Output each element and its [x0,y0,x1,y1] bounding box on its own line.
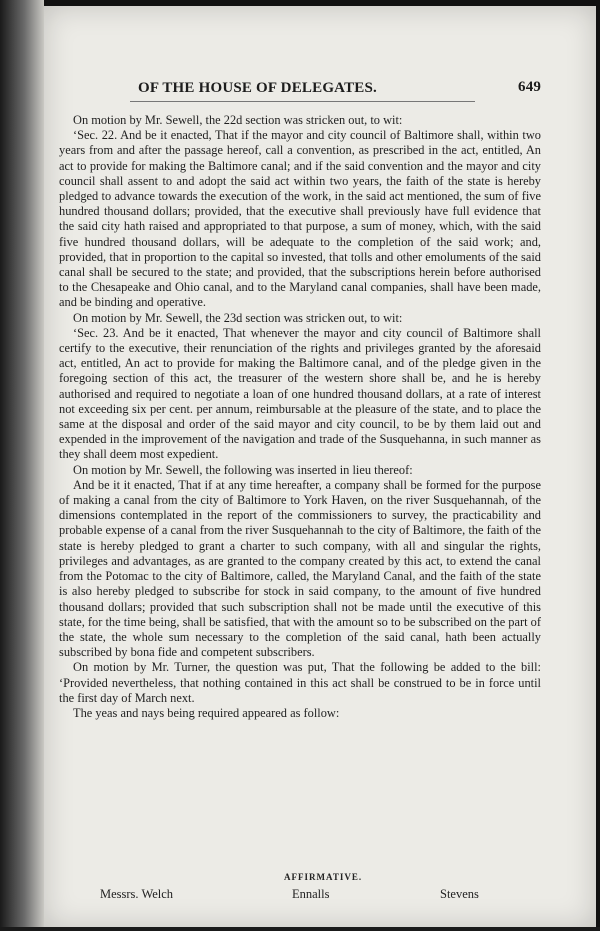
bottom-edge [0,927,600,931]
paragraph-motion-turner: On motion by Mr. Turner, the question was put, That the following be added to the bill: ‘Provided nevertheless, that nothing contained in this act shall be construed to be in force until the first day of March next. [59,660,541,705]
vote-name: Messrs. Welch [100,887,174,901]
paragraph-motion-22: On motion by Mr. Sewell, the 22d section was stricken out, to wit: [73,113,403,127]
paragraph-motion-insert: On motion by Mr. Sewell, the following was inserted in lieu thereof: [73,462,413,477]
header-rule [130,101,475,102]
affirmative-heading: AFFIRMATIVE. [284,872,363,882]
binding-shadow [0,0,44,931]
paragraph-section-23: ‘Sec. 23. And be it enacted, That whenever the mayor and city council of Baltimore shall certify to the executive, their renunciation of the rights and privileges granted by the aforesaid act, entitled, An act to provide for making the Baltimore canal, and of the pledge given in the foregoing section of this act, the treasurer of the western shore shall be, and he is hereby authorised and required to negotiate a loan of one hundred thousand dollars, at a rate of interest not exceeding six per cent. per annum, reimbursable at the pleasure of the state, and to place the same at the disposal and order of the said mayor and city council, to be by them laid out and expended in the improvement of the navigation and trade of the Susquehanna, in such manner as they shall deem most expedient. [59,325,541,462]
running-header [138,80,558,97]
paragraph-section-22: ‘Sec. 22. And be it enacted, That if the mayor and city council of Baltimore shall, within two years from and after the passage hereof, call a convention, as prescribed in the act, entitled, An act to provide for making the Baltimore canal; and if the said convention and the mayor and city council shall assent to and adopt the said act within two years, the faith of the state is hereby pledged to advance towards the execution of the work, in the said act mentioned, the sum of five hundred thousand dollars; provided, that the executive shall previously have full evidence that the said city hath raised and appropriated to that purpose, a sum of money, which, with the said five hundred thousand dollars, will be adequate to the completion of the said work; and, provided, that in proportion to the capital so invested, that tolls and other emoluments of the said canal shall be secured to the state; and provided, that the subscriptions herein before authorised to the Chesapeake and Ohio canal, and to the Maryland canal companies, shall have been made, and be binding and operative. [59,128,541,310]
vote-name: Ennalls [292,887,330,901]
vote-name: Stevens [440,887,479,901]
page-title: OF THE HOUSE OF DELEGATES. [138,80,378,96]
paragraph-motion-23: On motion by Mr. Sewell, the 23d section was stricken out, to wit: [73,310,403,325]
body-text [59,113,541,721]
paragraph-inserted-section: And be it it enacted, That if at any time hereafter, a company shall be formed for the purpose of making a canal from the city of Baltimore to York Haven, on the river Susquehannah, of the dimensions contemplated in the report of the commissioners to survey, the practicability and probable expense of a canal from the river Susquehannah to the city of Baltimore, the faith of the state is hereby pledged to grant a charter to such company, with all and singular the rights, privileges and advantages, as are granted to the company created by this act, to extend the canal from the Potomac to the city of Baltimore, called, the Maryland Canal, and the faith of the state is also hereby pledged to subscribe for stock in said company, to the amount of five hundred thousand dollars; provided that such subscription shall not be made until the executive of this state, for the time being, shall be satisfied, that with the amount so to be subscribed on the part of the state, the whole sum necessary to the completion of the said canal, hath been actually subscribed by bona fide and competent subscribers. [59,477,541,660]
paragraph-yeas-nays: The yeas and nays being required appeared as follow: [73,705,340,720]
page-number: 649 [518,79,542,95]
